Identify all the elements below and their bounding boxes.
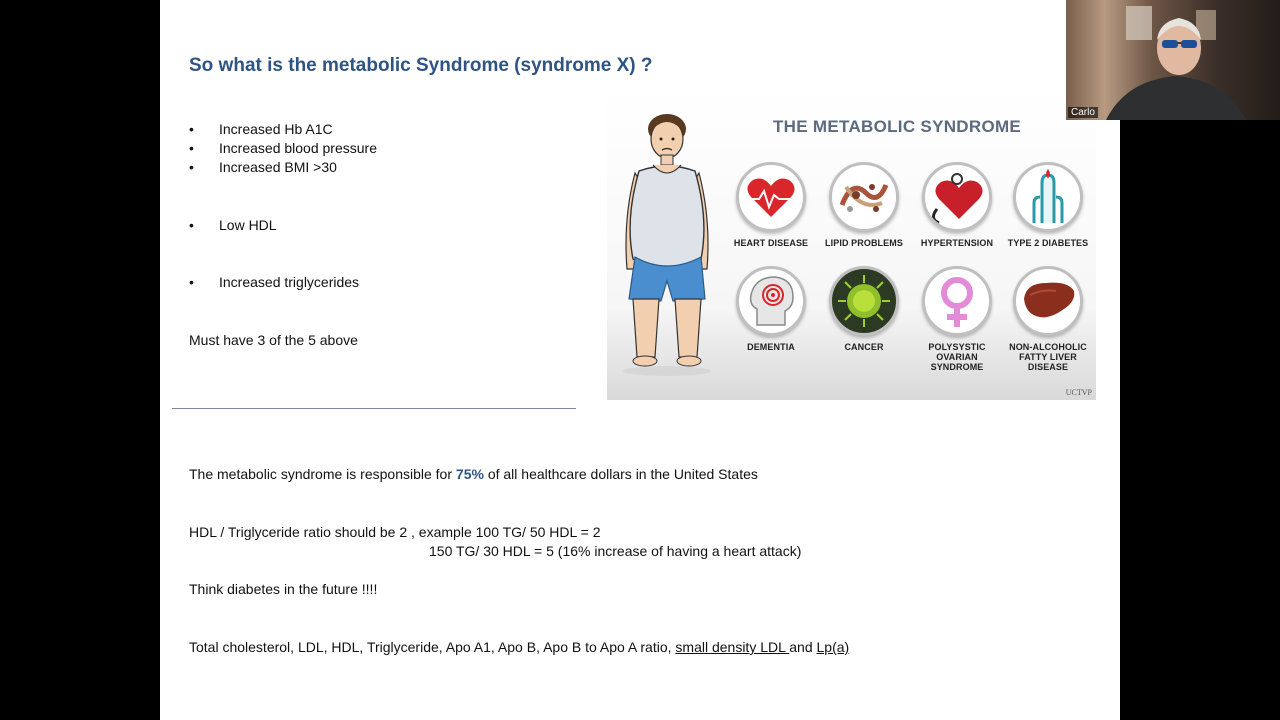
criteria-note: Must have 3 of the 5 above — [189, 332, 358, 348]
heart-ecg-icon — [739, 165, 803, 229]
condition-dementia — [725, 266, 817, 352]
condition-hypertension — [911, 162, 1003, 248]
condition-label: HEART DISEASE — [733, 238, 809, 248]
bullet-text: Increased triglycerides — [219, 274, 360, 290]
diabetes-line: Think diabetes in the future !!!! — [189, 581, 378, 597]
liver-icon — [1016, 269, 1080, 333]
condition-cancer — [818, 266, 910, 352]
condition-label: CANCER — [844, 342, 884, 352]
brain-head-icon — [739, 269, 803, 333]
condition-label: LIPID PROBLEMS — [825, 238, 903, 248]
female-symbol-icon — [925, 269, 989, 333]
small-ldl-link[interactable]: small density LDL — [675, 639, 790, 655]
section-divider — [172, 408, 576, 409]
lipid-molecule-icon — [832, 165, 896, 229]
healthcare-text-after: of all healthcare dollars in the United States — [483, 466, 758, 482]
condition-lipid-problems — [818, 162, 910, 248]
infographic-title: THE METABOLIC SYNDROME — [773, 117, 1022, 136]
condition-label: TYPE 2 DIABETES — [1007, 238, 1089, 248]
condition-label: HYPERTENSION — [920, 238, 994, 248]
condition-fatty-liver-disease — [1002, 266, 1094, 372]
tests-line — [189, 639, 849, 655]
bullet-marker: • — [189, 159, 194, 175]
finger-prick-icon — [1016, 165, 1080, 229]
condition-polycystic-ovarian-syndrome — [911, 266, 1003, 372]
healthcare-cost-line — [189, 466, 758, 482]
cancer-cell-icon — [832, 269, 896, 333]
tests-text: Total cholesterol, LDL, HDL, Triglyceride, Apo A1, Apo B, Apo B to Apo A ratio, — [189, 639, 676, 655]
metabolic-syndrome-infographic — [607, 89, 1096, 400]
bullet-text: Increased BMI >30 — [219, 159, 337, 175]
slide-title: So what is the metabolic Syndrome (syndrome X) ? — [189, 55, 653, 76]
percentage-highlight: 75% — [455, 466, 484, 482]
bullet-text: Increased blood pressure — [219, 140, 377, 156]
condition-label: POLYSYSTIC OVARIAN SYNDROME — [928, 342, 986, 372]
healthcare-text-before: The metabolic syndrome is responsible for — [189, 466, 456, 482]
condition-label: NON-ALCOHOLIC FATTY LIVER DISEASE — [1009, 342, 1087, 372]
webcam-video-tile[interactable] — [1066, 0, 1280, 120]
tests-text-mid: and — [789, 639, 817, 655]
participant-video-icon — [1066, 0, 1280, 120]
condition-label: DEMENTIA — [747, 342, 795, 352]
bullet-text: Low HDL — [219, 217, 277, 233]
blood-pressure-heart-icon — [925, 165, 989, 229]
condition-type-2-diabetes — [1002, 162, 1094, 248]
bullet-text: Increased Hb A1C — [219, 121, 333, 137]
bullet-marker: • — [189, 140, 194, 156]
participant-name: Carlo — [1068, 107, 1098, 118]
bullet-marker: • — [189, 217, 194, 233]
bullet-marker: • — [189, 274, 194, 290]
presentation-slide — [160, 0, 1120, 720]
overweight-man-illustration — [617, 109, 727, 379]
uctv-watermark: UCTVP — [1065, 388, 1092, 397]
bullet-marker: • — [189, 121, 194, 137]
ratio-line-2: 150 TG/ 30 HDL = 5 (16% increase of having a heart attack) — [429, 543, 802, 559]
lpa-link[interactable]: Lp(a) — [816, 639, 850, 655]
condition-heart-disease — [725, 162, 817, 248]
ratio-line-1: HDL / Triglyceride ratio should be 2 , example 100 TG/ 50 HDL = 2 — [189, 524, 601, 540]
